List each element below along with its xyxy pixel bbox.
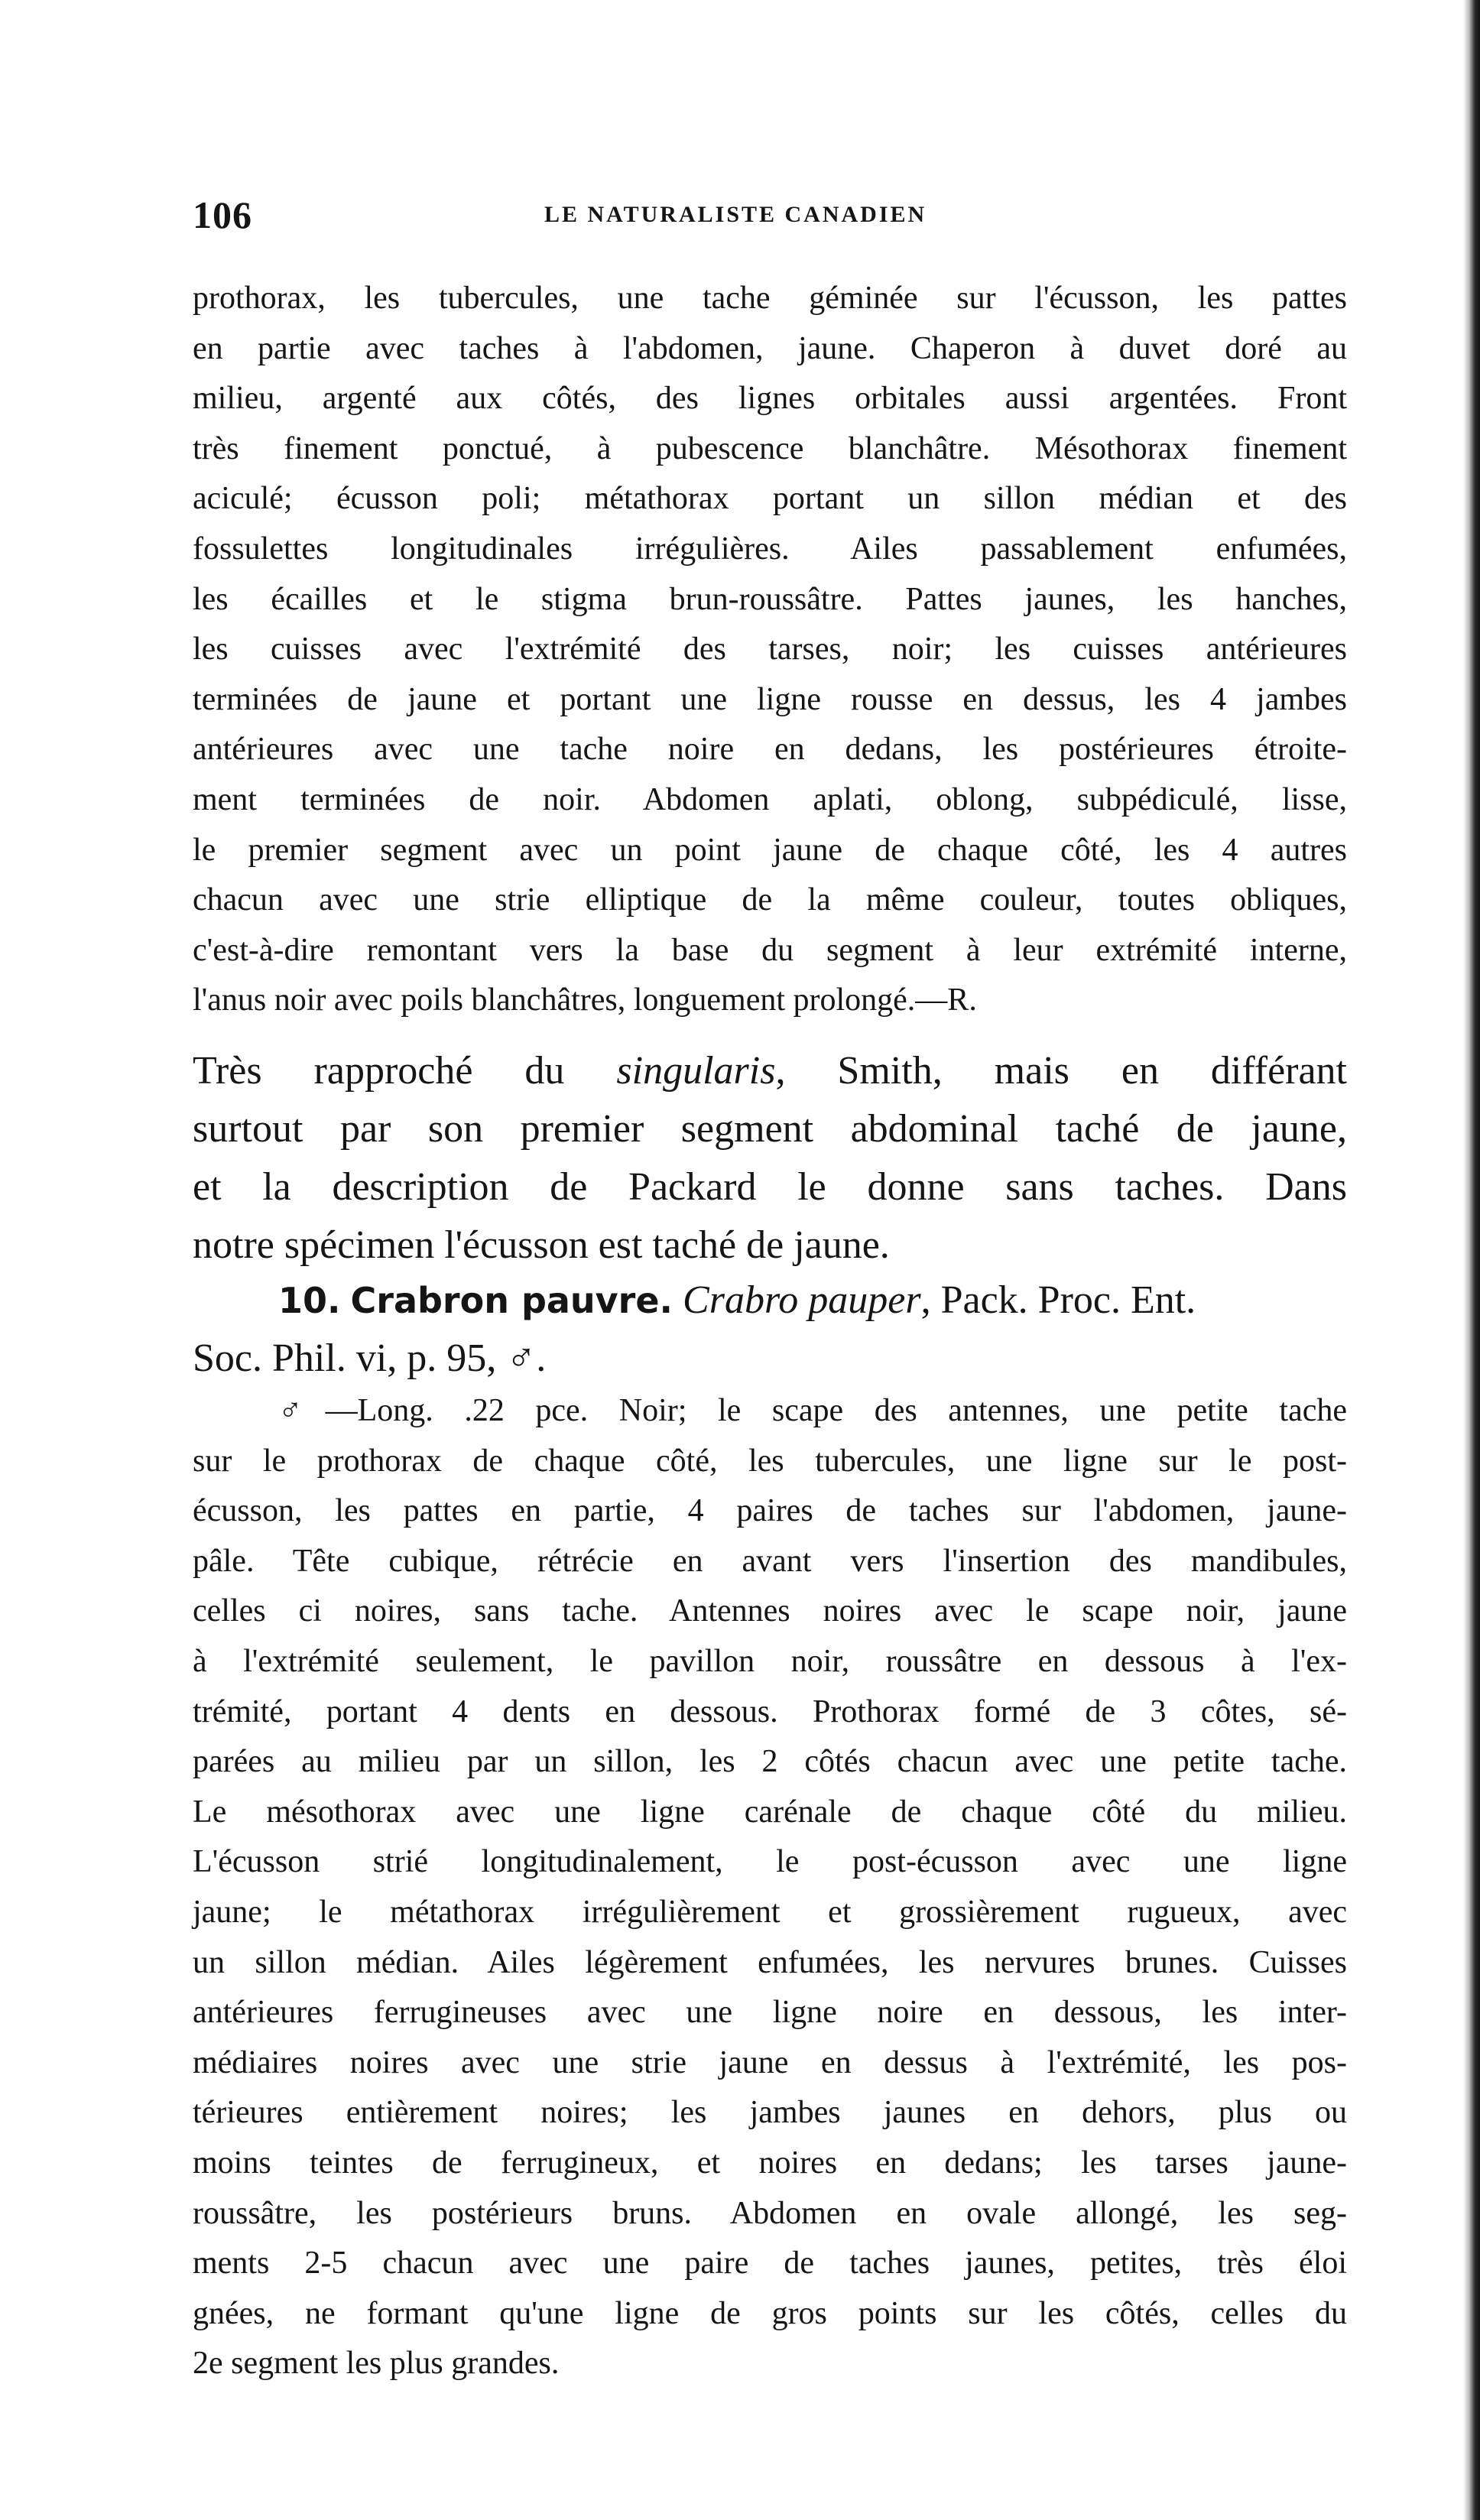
paragraph-description-continued bbox=[193, 274, 1347, 1026]
page-number: 106 bbox=[193, 193, 252, 236]
text-line: à l'extrémité seulement, le pavillon noir, roussâtre en dessous à l'ex- bbox=[193, 1643, 1347, 1679]
text-line: gnées, ne formant qu'une ligne de gros points sur les côtés, celles du bbox=[193, 2295, 1347, 2331]
paragraph-remarks bbox=[193, 1042, 1347, 1275]
text-line: très finement ponctué, à pubescence blanchâtre. Mésothorax finement bbox=[193, 430, 1347, 466]
text-line: parées au milieu par un sillon, les 2 côtés chacun avec une petite tache. bbox=[193, 1744, 1347, 1780]
text-line: Le mésothorax avec une ligne carénale de chaque côté du milieu. bbox=[193, 1794, 1347, 1830]
text-line: aciculé; écusson poli; métathorax portant un sillon médian et des bbox=[193, 481, 1347, 517]
running-title: LE NATURALISTE CANADIEN bbox=[544, 202, 927, 227]
entry-heading-line bbox=[193, 1271, 1347, 1330]
text-line: roussâtre, les postérieurs bruns. Abdomen en ovale allongé, les seg- bbox=[193, 2195, 1347, 2231]
text-line: ment terminées de noir. Abdomen aplati, oblong, subpédiculé, lisse, bbox=[193, 781, 1347, 817]
text-line: l'anus noir avec poils blanchâtres, longuement prolongé.—R. bbox=[193, 982, 977, 1018]
text-line: celles ci noires, sans tache. Antennes noires avec le scape noir, jaune bbox=[193, 1593, 1347, 1629]
entry-citation-line: Soc. Phil. vi, p. 95, ♂. bbox=[193, 1336, 547, 1380]
text-line: pâle. Tête cubique, rétrécie en avant vers l'insertion des mandibules, bbox=[193, 1543, 1347, 1579]
text-line-with-italic bbox=[193, 1042, 1347, 1100]
text-line: milieu, argenté aux côtés, des lignes orbitales aussi argentées. Front bbox=[193, 381, 1347, 417]
text-line: prothorax, les tubercules, une tache géminée sur l'écusson, les pattes bbox=[193, 281, 1347, 316]
text-line: trémité, portant 4 dents en dessous. Prothorax formé de 3 côtes, sé- bbox=[193, 1694, 1347, 1729]
entry-common-name: Crabron pauvre. bbox=[350, 1280, 673, 1321]
text-line: un sillon médian. Ailes légèrement enfumées, les nervures brunes. Cuisses bbox=[193, 1944, 1347, 1980]
text-line: notre spécimen l'écusson est taché de jaune. bbox=[193, 1223, 890, 1267]
text-line: fossulettes longitudinales irrégulières. Ailes passablement enfumées, bbox=[193, 531, 1347, 567]
text-line: le premier segment avec un point jaune de chaque côté, les 4 autres bbox=[193, 832, 1347, 868]
italic-species-name: singularis bbox=[616, 1049, 776, 1093]
entry-latin-name: Crabro pauper bbox=[683, 1278, 921, 1322]
entry-number: 10. bbox=[278, 1280, 341, 1321]
text-line: ♂—Long. .22 pce. Noir; le scape des antennes, une petite tache bbox=[278, 1393, 1347, 1428]
text-segment: , Smith, mais en différant bbox=[775, 1049, 1347, 1093]
text-line: terminées de jaune et portant une ligne rousse en dessus, les 4 jambes bbox=[193, 681, 1347, 717]
binding-edge bbox=[1463, 0, 1480, 2520]
text-line: sur le prothorax de chaque côté, les tubercules, une ligne sur le post- bbox=[193, 1443, 1347, 1479]
text-line: médiaires noires avec une strie jaune en dessus à l'extrémité, les pos- bbox=[193, 2044, 1347, 2080]
text-line: L'écusson strié longitudinalement, le post-écusson avec une ligne bbox=[193, 1844, 1347, 1880]
text-line: antérieures avec une tache noire en dedans, les postérieures étroite- bbox=[193, 732, 1347, 768]
text-line: chacun avec une strie elliptique de la même couleur, toutes obliques, bbox=[193, 882, 1347, 918]
text-line: et la description de Packard le donne sans taches. Dans bbox=[193, 1165, 1347, 1209]
text-line: jaune; le métathorax irrégulièrement et grossièrement rugueux, avec bbox=[193, 1894, 1347, 1930]
text-line: antérieures ferrugineuses avec une ligne noire en dessous, les inter- bbox=[193, 1995, 1347, 2031]
text-line: 2e segment les plus grandes. bbox=[193, 2346, 560, 2382]
text-segment: Très rapproché du bbox=[193, 1049, 617, 1093]
text-line: moins teintes de ferrugineux, et noires en dedans; les tarses jaune- bbox=[193, 2145, 1347, 2181]
species-entry-heading bbox=[193, 1271, 1347, 1388]
text-line: écusson, les pattes en partie, 4 paires de taches sur l'abdomen, jaune- bbox=[193, 1493, 1347, 1529]
text-line: surtout par son premier segment abdominal taché de jaune, bbox=[193, 1107, 1347, 1151]
text-line: c'est-à-dire remontant vers la base du segment à leur extrémité interne, bbox=[193, 932, 1347, 968]
text-line: en partie avec taches à l'abdomen, jaune. Chaperon à duvet doré au bbox=[193, 330, 1347, 366]
text-line: les cuisses avec l'extrémité des tarses, noir; les cuisses antérieures bbox=[193, 632, 1347, 667]
text-line: les écailles et le stigma brun-roussâtre. Pattes jaunes, les hanches, bbox=[193, 581, 1347, 617]
text-line: ments 2-5 chacun avec une paire de taches jaunes, petites, très éloi bbox=[193, 2246, 1347, 2281]
page-header bbox=[193, 193, 1347, 239]
text-line: térieures entièrement noires; les jambes jaunes en dehors, plus ou bbox=[193, 2095, 1347, 2131]
entry-citation: , Pack. Proc. Ent. bbox=[920, 1278, 1196, 1322]
paragraph-species-description bbox=[193, 1386, 1347, 2389]
